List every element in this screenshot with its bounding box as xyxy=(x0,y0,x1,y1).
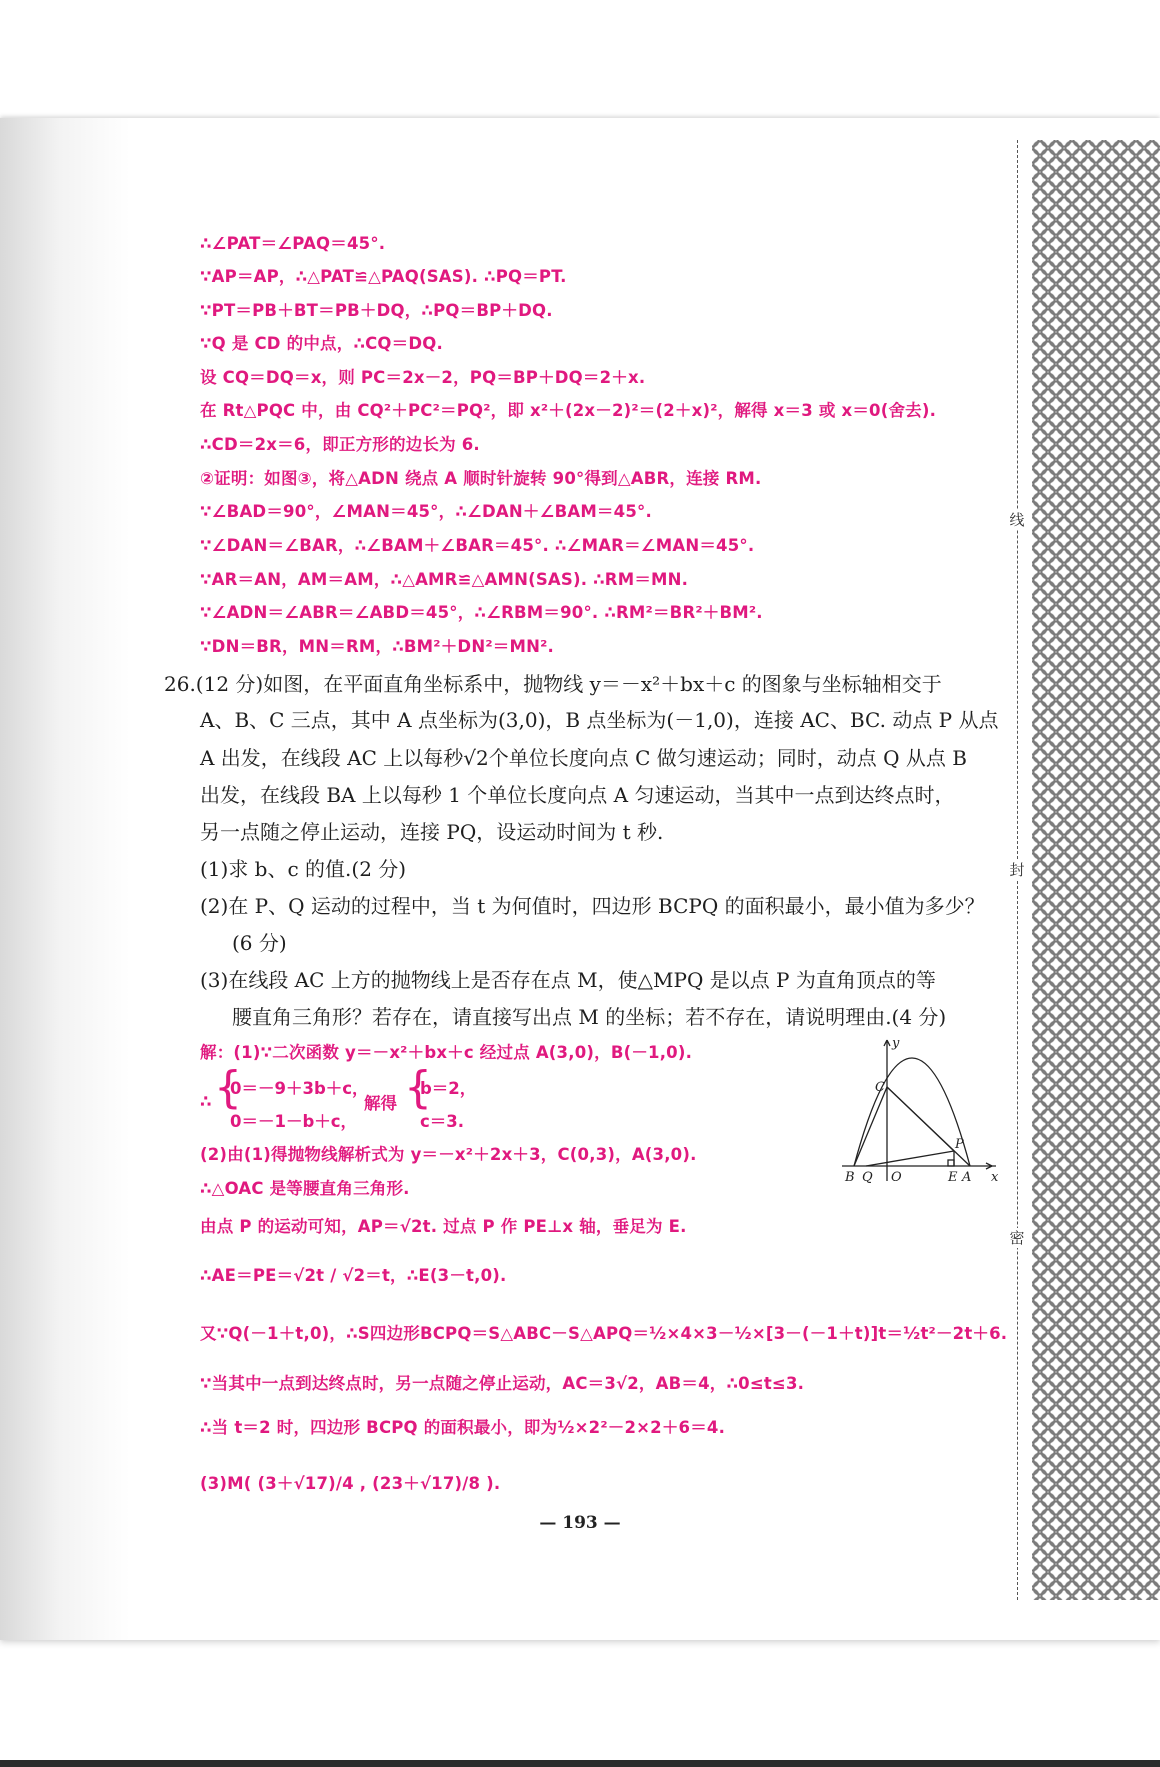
label-x: x xyxy=(991,1170,999,1183)
answer-line: ∴∠PAT＝∠PAQ＝45°. xyxy=(200,234,386,253)
parabola-figure xyxy=(842,1035,1002,1183)
viewer-bottom-bar xyxy=(0,1760,1160,1767)
label-b: B xyxy=(845,1170,855,1183)
answer-line: ∵PT＝PB＋BT＝PB＋DQ，∴PQ＝BP＋DQ. xyxy=(200,301,553,320)
system-solution: b＝2， xyxy=(420,1079,477,1098)
solve-word: 解得 xyxy=(364,1094,397,1113)
solution-line: ∴当 t＝2 时，四边形 BCPQ 的面积最小，即为½×2²－2×2＋6＝4. xyxy=(200,1418,726,1437)
solution-line: 又∵Q(－1＋t,0)，∴S四边形BCPQ＝S△ABC－S△APQ＝½×4×3－½×[3－(－1＋t)]t＝½t²－2t＋6. xyxy=(200,1324,1008,1343)
label-p: P xyxy=(955,1137,964,1152)
system-prefix: ∴ xyxy=(200,1092,212,1111)
solution-line: 解：(1)∵二次函数 y＝－x²＋bx＋c 经过点 A(3,0)，B(－1,0). xyxy=(200,1043,693,1062)
question-part-2: (2)在 P、Q 运动的过程中，当 t 为何值时，四边形 BCPQ 的面积最小，最小值为多少？ xyxy=(200,894,985,918)
question-part-3-cont: 腰直角三角形？若存在，请直接写出点 M 的坐标；若不存在，请说明理由.(4 分) xyxy=(232,1005,947,1029)
solution-line: ∴AE＝PE＝√2t / √2＝t，∴E(3－t,0). xyxy=(200,1266,507,1285)
margin-decorative-pattern xyxy=(1032,140,1160,1600)
solution-line: ∴△OAC 是等腰直角三角形. xyxy=(200,1179,410,1198)
answer-line: ∴CD＝2x＝6，即正方形的边长为 6. xyxy=(200,435,480,454)
answer-line: ∵∠ADN＝∠ABR＝∠ABD＝45°，∴∠RBM＝90°. ∴RM²＝BR²＋BM². xyxy=(200,603,763,622)
label-e: E xyxy=(948,1170,958,1183)
system-solution: c＝3. xyxy=(420,1112,465,1131)
answer-line: ∵∠BAD＝90°，∠MAN＝45°，∴∠DAN＋∠BAM＝45°. xyxy=(200,502,652,521)
question-part-3: (3)在线段 AC 上方的抛物线上是否存在点 M，使△MPQ 是以点 P 为直角顶点的等 xyxy=(200,968,936,992)
right-angle-mark xyxy=(948,1160,954,1166)
binding-mark-xian: 线 xyxy=(1007,510,1027,530)
answer-line: ∵DN＝BR，MN＝RM，∴BM²＋DN²＝MN². xyxy=(200,637,554,656)
question-part-1: (1)求 b、c 的值.(2 分) xyxy=(200,857,407,881)
segment-pq xyxy=(866,1151,954,1166)
question-text: 另一点随之停止运动，连接 PQ，设运动时间为 t 秒. xyxy=(200,820,664,844)
answer-line: ②证明：如图③，将△ADN 绕点 A 顺时针旋转 90°得到△ABR，连接 RM. xyxy=(200,469,762,488)
solution-line: ∵当其中一点到达终点时，另一点随之停止运动，AC＝3√2，AB＝4，∴0≤t≤3. xyxy=(200,1374,805,1393)
solution-line: (2)由(1)得抛物线解析式为 y＝－x²＋2x＋3，C(0,3)，A(3,0). xyxy=(200,1145,697,1164)
label-q: Q xyxy=(862,1170,873,1183)
left-brace: { xyxy=(214,1062,242,1113)
question-text: A、B、C 三点，其中 A 点坐标为(3,0)，B 点坐标为(－1,0)，连接 AC、BC. 动点 P 从点 xyxy=(200,708,999,732)
label-a: A xyxy=(962,1170,972,1183)
left-brace: { xyxy=(404,1062,432,1113)
page-number: — 193 — xyxy=(539,1513,621,1533)
answer-line: ∵Q 是 CD 的中点，∴CQ＝DQ. xyxy=(200,334,443,353)
answer-line: 设 CQ＝DQ＝x，则 PC＝2x－2，PQ＝BP＋DQ＝2＋x. xyxy=(200,368,646,387)
answer-line: ∵AR＝AN，AM＝AM，∴△AMR≌△AMN(SAS). ∴RM＝MN. xyxy=(200,570,689,589)
segment-bc xyxy=(854,1087,887,1166)
label-o: O xyxy=(891,1170,902,1183)
question-text: 出发，在线段 BA 上以每秒 1 个单位长度向点 A 匀速运动，当其中一点到达终点时， xyxy=(200,783,955,807)
question-text: A 出发，在线段 AC 上以每秒√2个单位长度向点 C 做匀速运动；同时，动点 Q 从点 B xyxy=(200,746,967,770)
answer-line: 在 Rt△PQC 中，由 CQ²＋PC²＝PQ²，即 x²＋(2x－2)²＝(2＋x)²，解得 x＝3 或 x＝0(舍去). xyxy=(200,401,937,420)
question-text: 26.(12 分)如图，在平面直角坐标系中，抛物线 y＝－x²＋bx＋c 的图象与坐标轴相交于 xyxy=(164,672,942,696)
book-page xyxy=(0,118,1160,1640)
question-part-2-score: (6 分) xyxy=(232,931,287,955)
answer-line: ∵AP＝AP，∴△PAT≌△PAQ(SAS). ∴PQ＝PT. xyxy=(200,267,567,286)
solution-line: (3)M( (3＋√17)/4 , (23＋√17)/8 ). xyxy=(200,1474,501,1493)
answer-line: ∵∠DAN＝∠BAR，∴∠BAM＋∠BAR＝45°. ∴∠MAR＝∠MAN＝45°. xyxy=(200,536,755,555)
system-equation: 0＝－9＋3b＋c， xyxy=(230,1079,369,1098)
segment-cp xyxy=(887,1087,954,1151)
label-c: C xyxy=(875,1080,885,1095)
solution-line: 由点 P 的运动可知，AP＝√2t. 过点 P 作 PE⊥x 轴，垂足为 E. xyxy=(200,1217,687,1236)
binding-mark-mi: 密 xyxy=(1007,1228,1027,1248)
binding-mark-feng: 封 xyxy=(1007,860,1027,880)
system-equation: 0＝－1－b＋c， xyxy=(230,1112,358,1131)
label-y: y xyxy=(892,1036,900,1051)
